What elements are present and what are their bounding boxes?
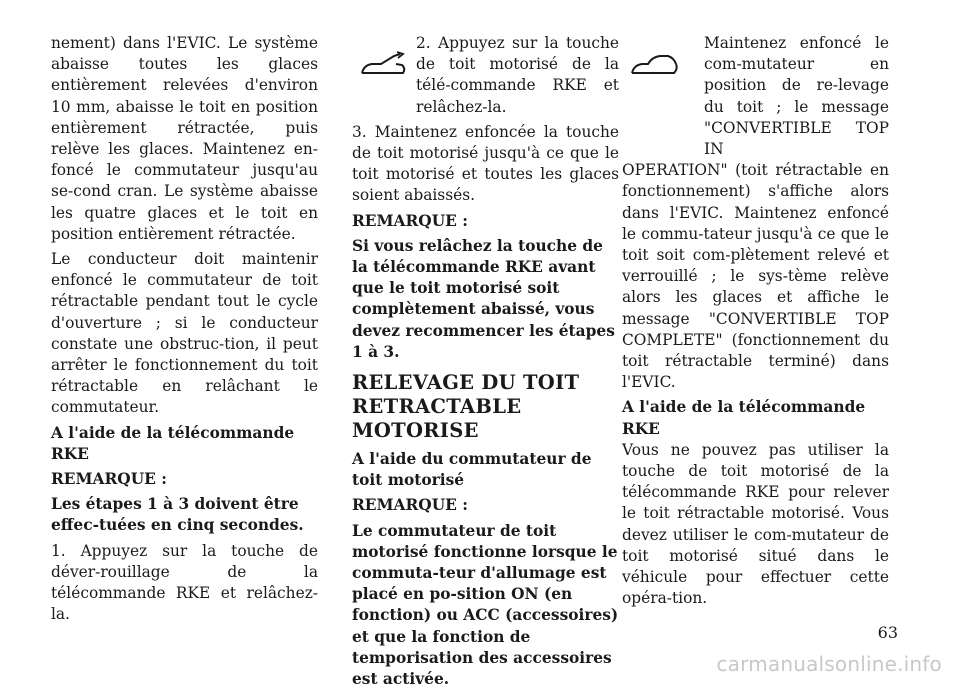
- convertible-top-raise-icon: [624, 43, 684, 83]
- heading-switch: A l'aide du commutateur de toit motorisé: [352, 450, 592, 490]
- note-label: REMARQUE :: [51, 470, 167, 489]
- section-heading-line-1: RELEVAGE DU TOIT: [352, 371, 580, 395]
- raise-row: [622, 33, 889, 160]
- step-3: 3. Maintenez enfoncée la touche de toit motorisé jusqu'à ce que le toit motorisé et toutes les glaces soient abaissés.: [352, 122, 619, 205]
- heading-rke: A l'aide de la télécommande RKE: [622, 398, 866, 438]
- note-text: Si vous relâchez la touche de la télécommande RKE avant que le toit motorisé soit complètement abaissé, vous devez recommencer les étapes 1 à 3.: [352, 236, 615, 361]
- rke-text: Vous ne pouvez pas utiliser la touche de toit motorisé de la télécommande RKE pour relever le toit rétractable motorisé. Vous devez utiliser le com-mutateur de toit motorisé situé dans le véhicule pour effectuer cette opéra-tion.: [622, 440, 889, 608]
- section-heading-line-2: RETRACTABLE MOTORISE: [352, 395, 522, 443]
- raise-continuation: OPERATION" (toit rétractable en fonctionnement) s'affiche alors dans l'EVIC. Maintenez enfoncé le commu-tateur jusqu'à ce que le toit soit com-plètement relevé et verrouillé ; le sys-tème relève alors les glaces et affiche le message "CONVERTIBLE TOP COMPLETE" (fonctionnement du toit rétractable terminé) dans l'EVIC.: [622, 161, 889, 392]
- paragraph-evic-lowering: nement) dans l'EVIC. Le système abaisse toutes les glaces entièrement relevées d'environ 10 mm, abaisse le toit en position entièrement rétractée, puis relève les glaces. Maintenez en-foncé le commutateur jusqu'au se-cond cran. Le système abaisse les quatre glaces et le toit en position entièrement rétractée.: [51, 34, 318, 243]
- column-1: [51, 33, 318, 629]
- note-label: REMARQUE :: [352, 211, 468, 230]
- page-number: 63: [877, 623, 898, 642]
- section-heading: [352, 371, 619, 443]
- step-2: 2. Appuyez sur la touche de toit motorisé de la télé-commande RKE et relâchez-la.: [416, 34, 619, 116]
- heading-rke: A l'aide de la télécommande RKE: [51, 423, 295, 463]
- step-1: 1. Appuyez sur la touche de déver-rouillage de la télécommande RKE et relâchez-la.: [51, 541, 318, 624]
- column-2: [352, 33, 619, 694]
- raise-instruction: Maintenez enfoncé le com-mutateur en position de re-levage du toit ; le message "CONVERTIBLE TOP IN: [704, 34, 889, 159]
- watermark: carmanualsonline.info: [716, 652, 942, 676]
- step-2-row: [352, 33, 619, 118]
- convertible-top-lower-icon: [350, 43, 416, 83]
- note-text: Le commutateur de toit motorisé fonctionne lorsque le commuta-teur d'allumage est placé en po-sition ON (en fonction) ou ACC (accessoires) et que la fonction de temporisation des accessoires est activée.: [352, 521, 619, 689]
- column-3: [622, 33, 889, 613]
- note-text: Les étapes 1 à 3 doivent être effec-tuées en cinq secondes.: [51, 495, 304, 535]
- paragraph-driver-hold: Le conducteur doit maintenir enfoncé le commutateur de toit rétractable pendant tout le cycle d'ouverture ; si le conducteur constate une obstruc-tion, il peut arrêter le fonctionnement du toit rétractable en relâchant le commutateur.: [51, 250, 318, 417]
- note-label: REMARQUE :: [352, 496, 468, 515]
